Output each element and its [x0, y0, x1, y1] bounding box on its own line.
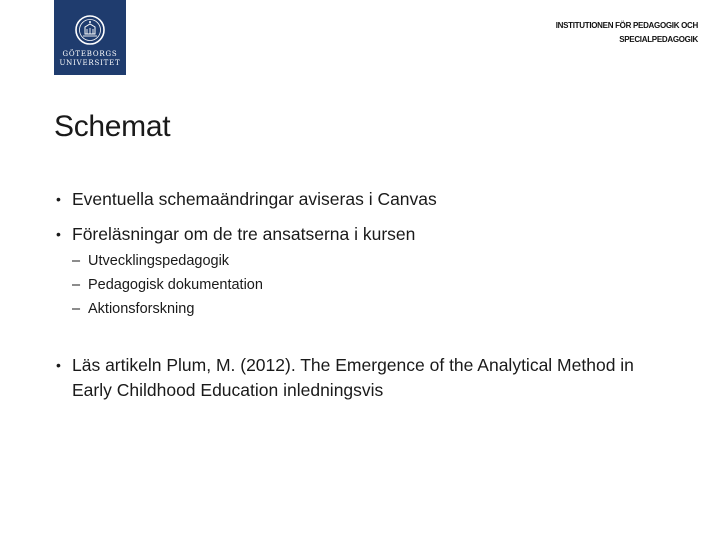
sub-bullet-item [72, 275, 263, 295]
department-line1: INSTITUTIONEN FÖR PEDAGOGIK OCH [555, 21, 698, 30]
slide-title: Schemat [54, 110, 171, 143]
sub-bullet-item [72, 299, 194, 319]
department-line2: SPECIALPEDAGOGIK [619, 35, 698, 44]
sub-bullet-mark: – [72, 253, 81, 269]
bullet-item [56, 222, 656, 247]
university-seal-icon [74, 14, 106, 46]
logo-text-line2: UNIVERSITET [59, 59, 121, 67]
sub-bullet-item [72, 251, 229, 271]
logo-text-line1: GÖTEBORGS [62, 50, 118, 58]
bullet-item [56, 353, 636, 403]
sub-bullet-text: Pedagogisk dokumentation [88, 277, 263, 293]
bullet-text: Föreläsningar om de tre ansatserna i kursen [72, 224, 416, 244]
sub-bullet-text: Aktionsforskning [88, 301, 195, 317]
bullet-mark: • [56, 191, 61, 207]
department-header [556, 19, 698, 47]
bullet-mark: • [56, 226, 61, 242]
bullet-mark: • [56, 357, 61, 373]
bullet-item [56, 187, 656, 212]
bullet-text: Läs artikeln Plum, M. (2012). The Emergence of the Analytical Method in Early Childhood Education inledningsvis [72, 355, 634, 400]
sub-bullet-mark: – [72, 301, 81, 317]
sub-bullet-text: Utvecklingspedagogik [88, 253, 230, 269]
sub-bullet-mark: – [72, 277, 81, 293]
university-logo [54, 0, 126, 75]
bullet-text: Eventuella schemaändringar aviseras i Canvas [72, 189, 437, 209]
